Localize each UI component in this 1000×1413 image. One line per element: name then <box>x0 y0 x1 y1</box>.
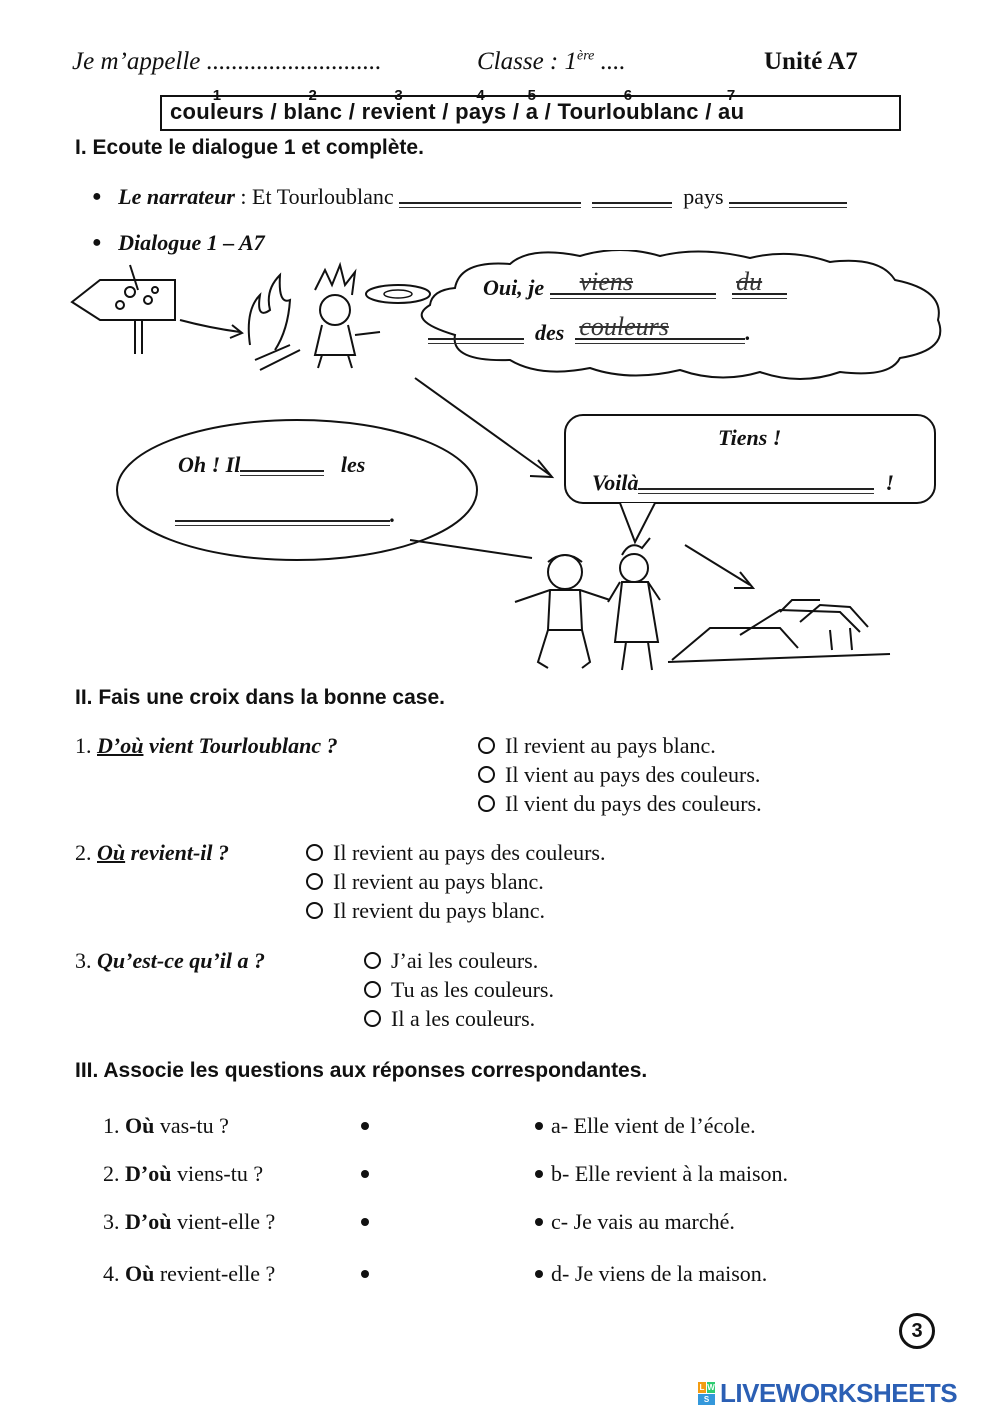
fire-icon <box>249 275 300 370</box>
match-dot-right[interactable] <box>535 1170 543 1178</box>
question-2: 2. Où revient-il ? <box>75 840 229 865</box>
word-bank-number: 2 <box>308 87 318 104</box>
match-question-3: 3. D’où vient-elle ? <box>103 1209 276 1234</box>
word-bank-number: 4 <box>476 87 486 104</box>
blank-1[interactable] <box>399 202 581 204</box>
question-1: 1. D’où vient Tourloublanc ? <box>75 733 338 758</box>
radio-circle-icon[interactable] <box>478 766 495 783</box>
word-bank-separator: / <box>698 99 719 124</box>
word-bank-word: blanc <box>283 99 343 124</box>
section-2-title: II. Fais une croix dans la bonne case. <box>75 686 445 709</box>
word-bank-word: Tourloublanc <box>557 99 699 124</box>
word-bank-item <box>283 87 343 125</box>
blank-3[interactable] <box>729 202 847 204</box>
village-icon <box>668 600 890 662</box>
header <box>72 48 932 84</box>
option-3-3[interactable]: Il a les couleurs. <box>364 1006 535 1032</box>
word-bank-separator: / <box>435 99 456 124</box>
radio-circle-icon[interactable] <box>364 952 381 969</box>
word-bank <box>160 87 901 131</box>
match-dot-right[interactable] <box>535 1218 543 1226</box>
narrator-label: Le narrateur <box>118 184 235 209</box>
word-bank-word: couleurs <box>170 99 265 124</box>
blank-6[interactable] <box>428 338 524 340</box>
liveworksheets-wordmark: LIVEWORKSHEETS <box>720 1378 958 1408</box>
bubble-3-voila: Voilà ! <box>592 470 895 495</box>
handwritten-answer: du <box>736 267 763 296</box>
children-figures-icon <box>515 538 660 670</box>
unit-label: Unité A7 <box>764 48 858 75</box>
page-number-badge: 3 <box>899 1313 935 1349</box>
radio-circle-icon[interactable] <box>364 1010 381 1027</box>
word-bank-word: a <box>525 99 539 124</box>
radio-circle-icon[interactable] <box>364 981 381 998</box>
word-bank-item <box>170 87 265 125</box>
question-3: 3. Qu’est-ce qu’il a ? <box>75 948 266 973</box>
handwritten-answer: couleurs <box>579 312 669 341</box>
section-1-title: I. Ecoute le dialogue 1 et complète. <box>75 136 424 159</box>
word-bank-item <box>557 87 699 125</box>
word-bank-word: pays <box>455 99 507 124</box>
option-1-3[interactable]: Il vient du pays des couleurs. <box>478 791 762 817</box>
word-bank-number: 7 <box>726 87 736 104</box>
option-3-1[interactable]: J’ai les couleurs. <box>364 948 538 974</box>
match-dot-left[interactable] <box>361 1218 369 1226</box>
narrator-line: ● Le narrateur : Et Tourloublanc pays <box>92 184 847 210</box>
word-bank-separator: / <box>506 99 526 124</box>
word-bank-number: 3 <box>394 87 404 104</box>
word-bank-separator: / <box>264 99 284 124</box>
speech-bubble-2 <box>117 420 477 560</box>
word-bank-separator: / <box>342 99 362 124</box>
option-3-2[interactable]: Tu as les couleurs. <box>364 977 554 1003</box>
match-dot-right[interactable] <box>535 1270 543 1278</box>
match-question-4: 4. Où revient-elle ? <box>103 1261 276 1286</box>
option-1-1[interactable]: Il revient au pays blanc. <box>478 733 716 759</box>
match-answer-b: b- Elle revient à la maison. <box>551 1161 789 1186</box>
match-dot-left[interactable] <box>361 1170 369 1178</box>
tourloublanc-figure-icon <box>315 265 380 368</box>
word-bank-number: 5 <box>527 87 537 104</box>
match-dot-left[interactable] <box>361 1122 369 1130</box>
bubble-2-line-2: . <box>175 502 396 528</box>
radio-circle-icon[interactable] <box>306 873 323 890</box>
match-dot-right[interactable] <box>535 1122 543 1130</box>
narrator-text: Et Tourloublanc <box>252 184 394 209</box>
word-bank-word: au <box>718 99 745 124</box>
name-label: Je m’appelle ............................ <box>72 48 382 75</box>
bullet: ● <box>92 234 102 251</box>
option-2-3[interactable]: Il revient du pays blanc. <box>306 898 545 924</box>
signpost-icon <box>72 265 175 354</box>
blank-2[interactable] <box>592 202 672 204</box>
radio-circle-icon[interactable] <box>478 795 495 812</box>
radio-circle-icon[interactable] <box>306 902 323 919</box>
match-answer-d: d- Je viens de la maison. <box>551 1261 768 1286</box>
bubble-1-line-2: des couleurs . <box>428 320 751 346</box>
blank-5[interactable] <box>732 267 787 296</box>
bullet: ● <box>92 188 102 205</box>
bubble-1-line-1: Oui, je viens du <box>483 275 787 301</box>
word-bank-item <box>525 87 539 125</box>
word-bank-word: revient <box>361 99 436 124</box>
speech-bubble-1 <box>422 250 941 379</box>
liveworksheets-icon: L W S <box>699 1383 715 1404</box>
word-bank-item <box>455 87 507 125</box>
word-bank-number: 6 <box>623 87 633 104</box>
word-bank-item <box>718 87 745 125</box>
match-answer-a: a- Elle vient de l’école. <box>551 1113 756 1138</box>
radio-circle-icon[interactable] <box>306 844 323 861</box>
match-answer-c: c- Je vais au marché. <box>551 1209 735 1234</box>
word-bank-separator: / <box>538 99 558 124</box>
blank-8[interactable] <box>240 470 324 472</box>
blank-10[interactable] <box>638 488 874 490</box>
class-label: Classe : 1ère .... <box>477 48 626 75</box>
section-3-title: III. Associe les questions aux réponses correspondantes. <box>75 1059 648 1082</box>
dialogue-label: Dialogue 1 – A7 <box>118 230 265 255</box>
bubble-2-line-1: Oh ! Il les <box>178 452 366 477</box>
match-dot-left[interactable] <box>361 1270 369 1278</box>
blank-9[interactable] <box>175 520 390 522</box>
radio-circle-icon[interactable] <box>478 737 495 754</box>
match-question-1: 1. Où vas-tu ? <box>103 1113 229 1138</box>
option-2-2[interactable]: Il revient au pays blanc. <box>306 869 544 895</box>
match-question-2: 2. D’où viens-tu ? <box>103 1161 264 1186</box>
handwritten-answer: viens <box>579 267 634 296</box>
option-1-2[interactable]: Il vient au pays des couleurs. <box>478 762 760 788</box>
word-bank-item <box>361 87 436 125</box>
bubble-3-tiens: Tiens ! <box>718 425 782 450</box>
option-2-1[interactable]: Il revient au pays des couleurs. <box>306 840 605 866</box>
word-bank-number: 1 <box>212 87 222 104</box>
